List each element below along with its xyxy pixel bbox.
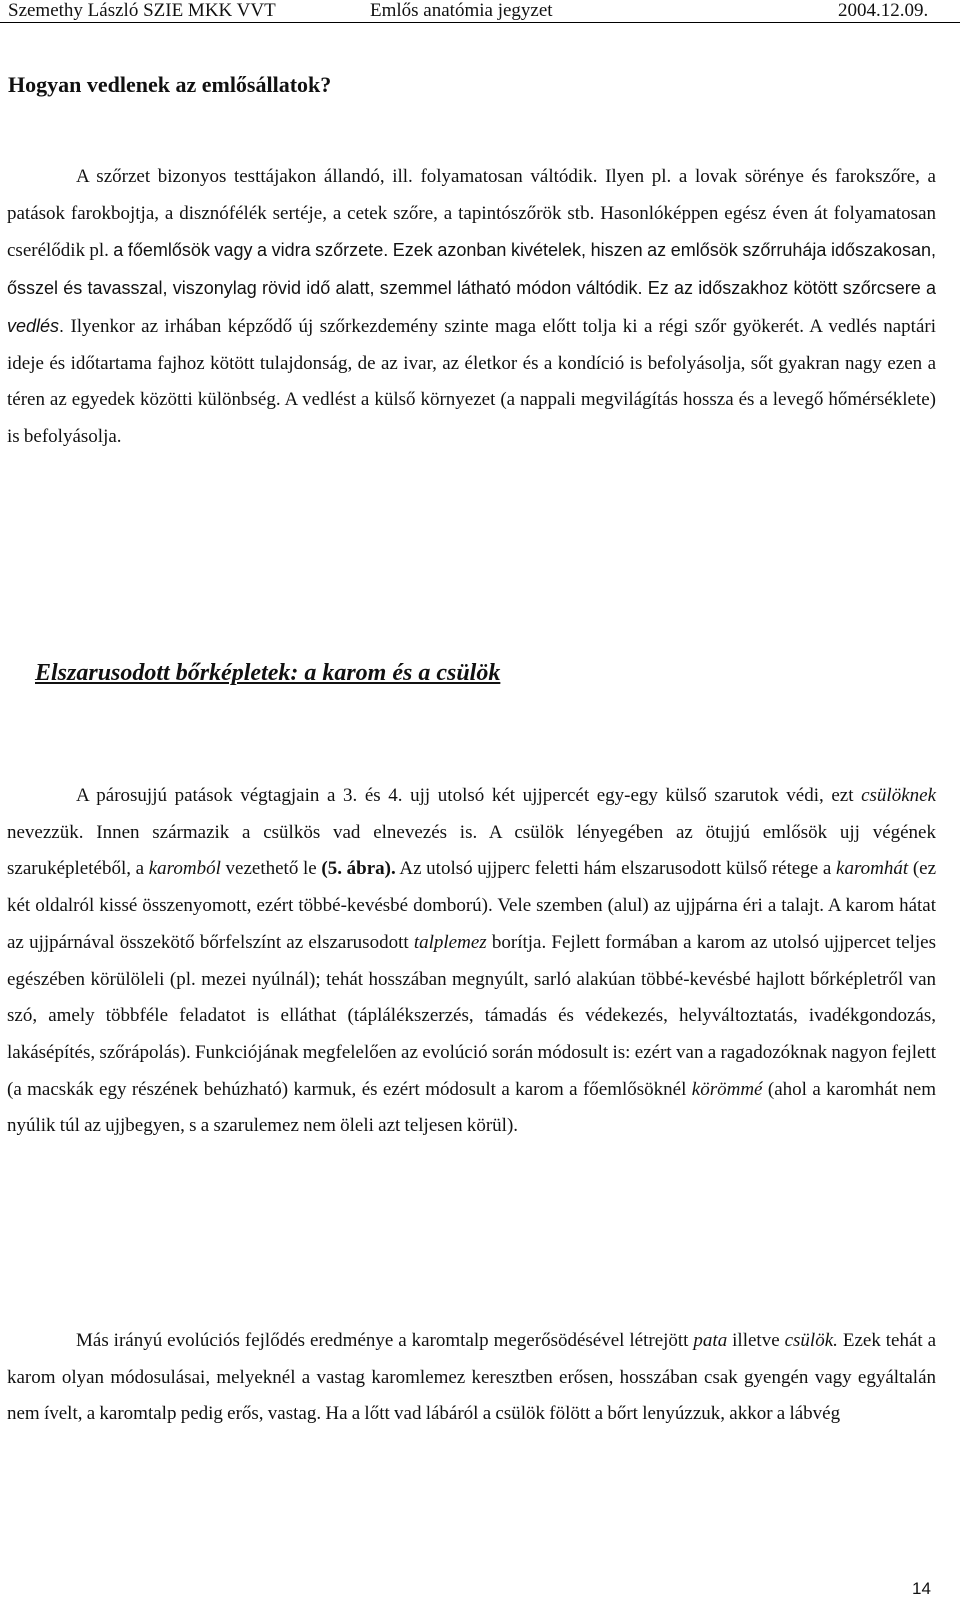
text-run: a főemlősök vagy a vidra szőrzete. Ezek azonban kivételek, hiszen az emlősök szőrruhája időszakosan, ősszel és tavasszal, viszonylag rövid idő alatt, szemmel látható módon váltódik. Ez az időszakhoz kötött szőrcsere a bbox=[7, 240, 937, 299]
page-number: 14 bbox=[912, 1579, 931, 1598]
figure-reference: (5. ábra). bbox=[321, 858, 396, 880]
emphasis-term: karomból bbox=[148, 858, 221, 880]
emphasis-term: talplemez bbox=[413, 931, 487, 953]
text-run: Az utolsó ujjperc feletti hám elszarusodott külső rétege a bbox=[399, 858, 832, 880]
text-run: nevezzük. Innen származik a csülkös vad elnevezés is. A csülök lényegében az ötujjú emlősök ujj végének szaruképletéből, a bbox=[7, 821, 936, 880]
section-heading: Elszarusodott bőrképletek: a karom és a csülök bbox=[35, 660, 501, 686]
paragraph-claw-hoof bbox=[7, 778, 936, 1145]
text-run: A szőrzet bizonyos testtájakon állandó, ill. folyamatosan váltódik. Ilyen pl. a lovak sörénye és farokszőre, a patások farokbojtja, a disznófélék sertéje, a cetek szőre, a tapintószőrök stb. Hasonlóképpen egész éven át folyamatosan cserélődik pl. bbox=[7, 166, 936, 262]
emphasis-term: karomhát bbox=[836, 858, 909, 880]
emphasis-term: csülök. bbox=[784, 1330, 838, 1351]
paragraph-hoof-evolution bbox=[7, 1323, 936, 1433]
page-title: Hogyan vedlenek az emlősállatok? bbox=[8, 72, 332, 97]
text-run: borítja. Fejlett formában a karom az utolsó ujjpercet teljes egészében körülöleli (pl. mezei nyúlnál); tehát hosszában megnyúlt, sarló alakúan többé-kevésbé hajlott bőrképletről van szó, amely többféle feladatot is elláthat (táplálékszerzés, támadás és védekezés, helyváltoztatás, ivadékgondozás, lakásépítés, szőrápolás). Funkciójának megfelelően az evolúció során módosult is: ezért van a ragadozóknak nagyon fejlett (a macskák egy részének behúzható) karmuk, és ezért módosult a karom a főemlősöknél bbox=[7, 931, 937, 1100]
text-run: (ez két oldalról kissé összenyomott, ezért többé-kevésbé domború). Vele szemben (alul) az ujjpárna éri a talajt. A karom hátat az ujjpárnával összekötő bőrfelszínt az elszarusodott bbox=[7, 858, 937, 953]
emphasis-term: csülöknek bbox=[861, 785, 937, 806]
text-run: Ezek tehát a karom olyan módosulásai, melyeknél a vastag karomlemez keresztben erősen, hosszában csak gyengén vagy egyáltalán nem ívelt, a karomtalp pedig erős, vastag. Ha a lőtt vad lábáról a csülök fölött a bőrt lenyúzzuk, akkor a lábvég bbox=[7, 1330, 937, 1425]
text-run: illetve bbox=[732, 1330, 780, 1351]
page-header bbox=[0, 0, 960, 23]
emphasis-term: körömmé bbox=[691, 1078, 763, 1100]
paragraph-molting bbox=[7, 159, 936, 456]
header-course: Emlős anatómia jegyzet bbox=[370, 0, 553, 21]
text-run: Ilyenkor az irhában képződő új szőrkezdemény szinte maga előtt tolja ki a régi szőr gyökerét. A vedlés naptári ideje és időtartama fajhoz kötött tulajdonság, de az ivar, az életkor és a kondíció is befolyásolja, sőt gyakran nagy ezen a téren az egyedek közötti különbség. A vedlést a külső környezet (a nappali megvilágítás hossza és a levegő hőmérséklete) is befolyásolja. bbox=[7, 315, 937, 447]
text-run: A párosujjú patások végtagjain a 3. és 4. ujj utolsó két ujjpercét egy-egy külső szarutok védi, ezt bbox=[76, 785, 854, 806]
text-run: (ahol a karomhát nem nyúlik túl az ujjbegyen, s a szarulemez nem öleli azt teljesen körül). bbox=[7, 1078, 937, 1137]
text-run: . bbox=[59, 315, 65, 336]
text-run: Más irányú evolúciós fejlődés eredménye a karomtalp megerősödésével létrejött bbox=[76, 1330, 689, 1351]
header-date: 2004.12.09. bbox=[838, 0, 929, 21]
text-run: vezethető le bbox=[225, 858, 317, 880]
header-author: Szemethy László SZIE MKK VVT bbox=[8, 0, 276, 21]
emphasis-term: pata bbox=[693, 1330, 728, 1351]
emphasis-term: vedlés bbox=[7, 315, 60, 336]
